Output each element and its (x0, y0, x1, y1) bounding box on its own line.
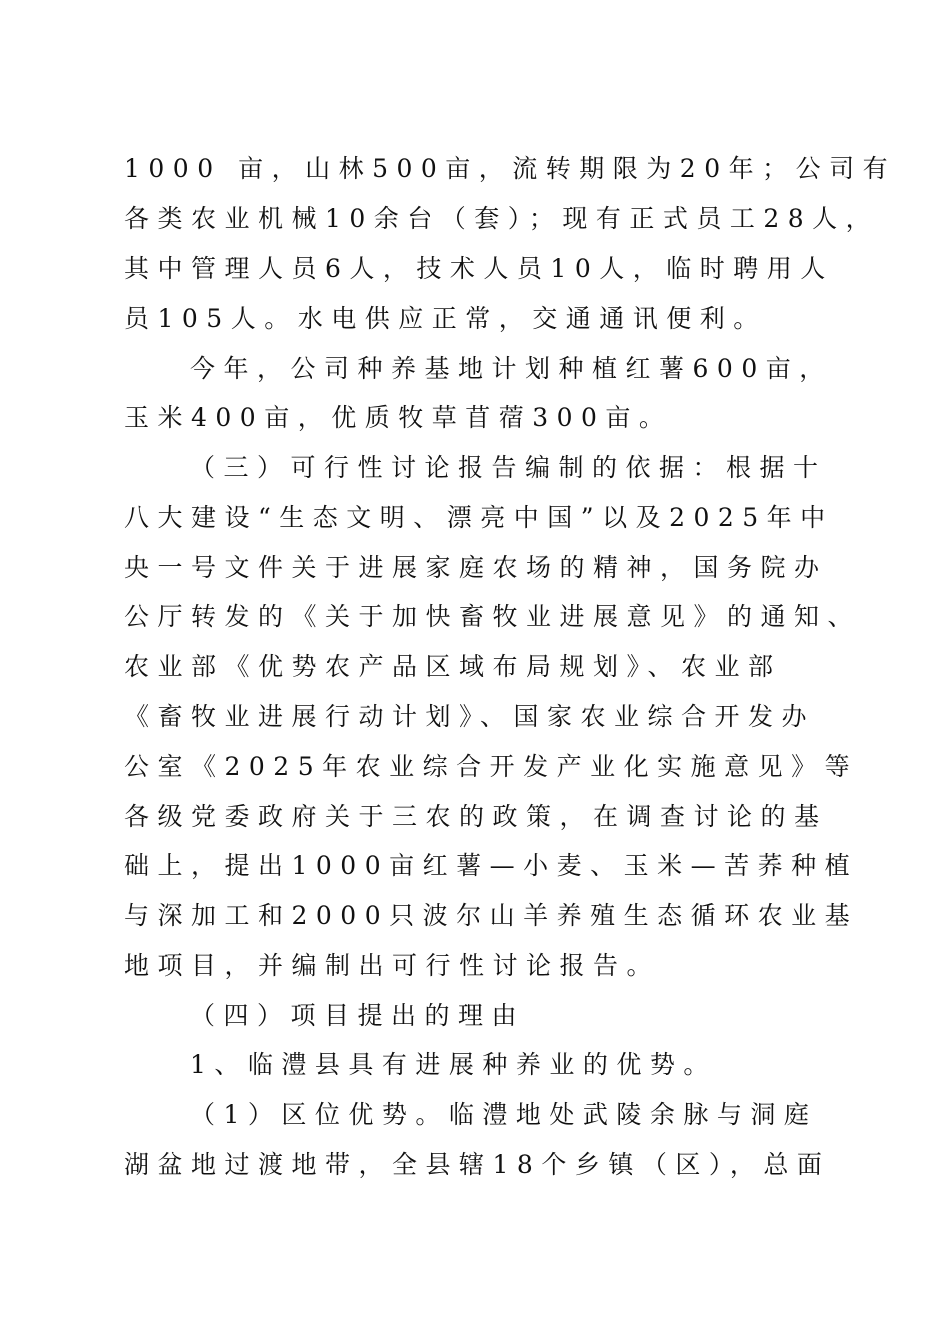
text-line: 1000 亩，山林500亩，流转期限为20年；公司有 (124, 154, 897, 183)
text-line: 地项目，并编制出可行性讨论报告。 (124, 951, 661, 980)
text-line: 各级党委政府关于三农的政策，在调查讨论的基 (124, 802, 828, 831)
text-line: 农业部《优势农产品区域布局规划》、农业部 (124, 652, 782, 681)
subsection-heading: 1、临澧县具有进展种养业的优势。 (190, 1050, 717, 1079)
text-line: 与深加工和2000只波尔山羊养殖生态循环农业基 (124, 901, 859, 930)
text-line: 八大建设“生态文明、漂亮中国”以及2025年中 (124, 503, 834, 532)
text-line: 今年，公司种养基地计划种植红薯600亩， (190, 354, 833, 383)
text-line: 《畜牧业进展行动计划》、国家农业综合开发办 (124, 702, 816, 731)
text-line: 湖盆地过渡地带，全县辖18个乡镇（区），总面 (124, 1150, 831, 1179)
text-line: 玉米400亩，优质牧草苜蓿300亩。 (124, 403, 673, 432)
text-line: 其中管理人员6人，技术人员10人，临时聘用人 (124, 254, 834, 283)
text-line: 础上，提出1000亩红薯—小麦、玉米—苦荞种植 (124, 851, 859, 880)
text-line: 各类农业机械10余台（套）；现有正式员工28人， (124, 204, 880, 233)
text-line: 员105人。水电供应正常，交通通讯便利。 (124, 304, 767, 333)
section-heading: （三）可行性讨论报告编制的依据：根据十 (190, 453, 827, 482)
text-line: 央一号文件关于进展家庭农场的精神，国务院办 (124, 553, 828, 582)
text-line: 公室《2025年农业综合开发产业化实施意见》等 (124, 752, 859, 781)
text-line: （1）区位优势。临澧地处武陵余脉与洞庭 (190, 1100, 818, 1129)
section-heading: （四）项目提出的理由 (190, 1001, 526, 1030)
text-line: 公厅转发的《关于加快畜牧业进展意见》的通知、 (124, 602, 862, 631)
